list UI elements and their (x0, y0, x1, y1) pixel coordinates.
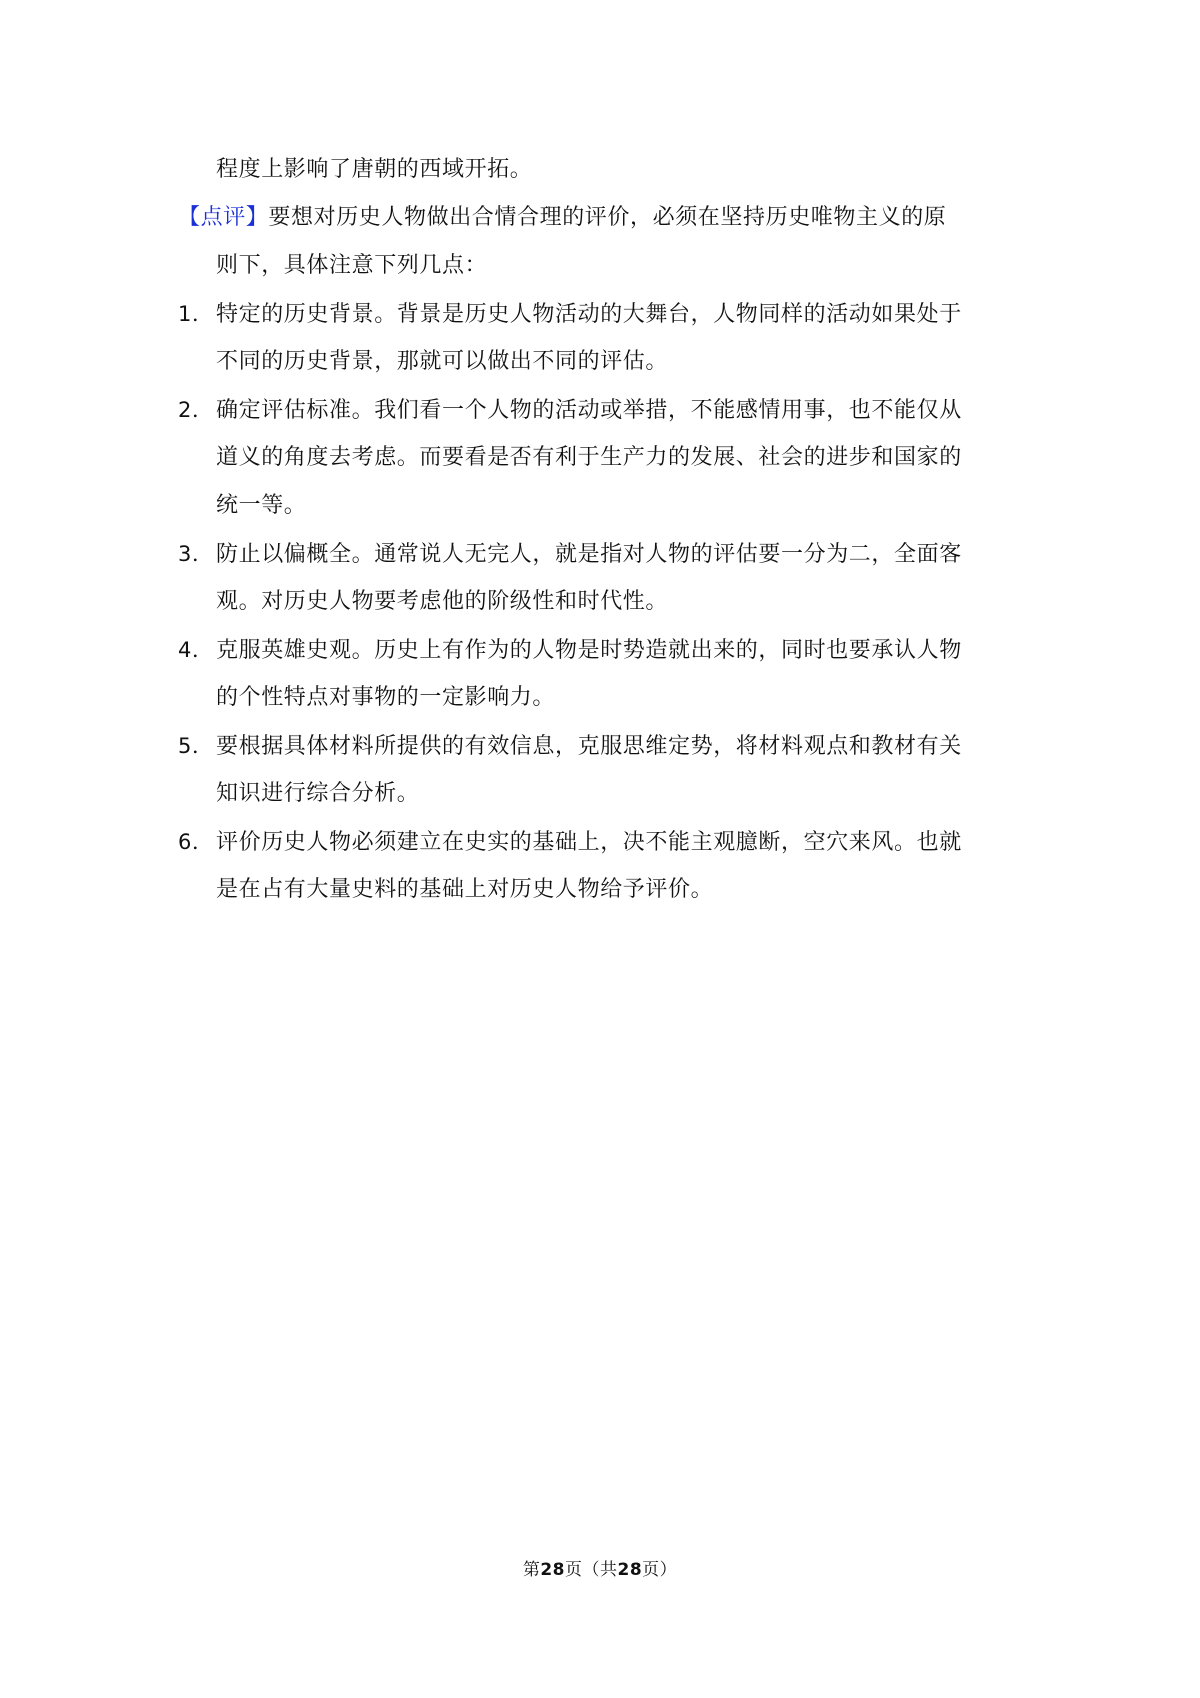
list-item-number: 2． (178, 398, 214, 422)
comment-label: 【点评】 (178, 205, 269, 230)
list-item-number: 6． (178, 830, 214, 854)
list-item-text: 防止以偏概全。通常说人无完人，就是指对人物的评估要一分为二，全面客 (216, 542, 962, 567)
list-item (178, 722, 1028, 770)
list-item-continuation: 的个性特点对事物的一定影响力。 (216, 685, 556, 710)
footer-page-number: 28 (540, 1560, 565, 1580)
list-item-text: 特定的历史背景。背景是历史人物活动的大舞台，人物同样的活动如果处于 (216, 302, 962, 327)
footer-total-pages: 28 (617, 1560, 643, 1580)
footer-suffix: 页） (642, 1560, 678, 1580)
comment-paragraph (178, 194, 1028, 242)
footer-mid: 页（共 (565, 1560, 618, 1580)
list-item (178, 530, 1028, 578)
list-item-number: 3． (178, 542, 214, 566)
list-item-text: 要根据具体材料所提供的有效信息，克服思维定势，将材料观点和教材有关 (216, 734, 962, 759)
page-footer (0, 1555, 1200, 1580)
page-content (178, 146, 1028, 914)
list-item-text: 评价历史人物必须建立在史实的基础上，决不能主观臆断，空穴来风。也就 (216, 830, 962, 855)
list-item-text: 确定评估标准。我们看一个人物的活动或举措，不能感情用事，也不能仅从 (216, 398, 962, 423)
list-item-continuation: 不同的历史背景，那就可以做出不同的评估。 (216, 349, 669, 374)
list-item (178, 290, 1028, 338)
list-item-continuation: 观。对历史人物要考虑他的阶级性和时代性。 (216, 589, 669, 614)
list-item-continuation: 知识进行综合分析。 (216, 781, 420, 806)
list-item-continuation: 道义的角度去考虑。而要看是否有利于生产力的发展、社会的进步和国家的 (216, 445, 962, 470)
list-item-number: 5． (178, 734, 214, 758)
comment-text-line2: 则下，具体注意下列几点： (216, 253, 488, 278)
list-item-continuation: 是在占有大量史料的基础上对历史人物给予评价。 (216, 877, 714, 902)
list-item-number: 1． (178, 302, 214, 326)
footer-prefix: 第 (522, 1560, 541, 1580)
list-item (178, 386, 1028, 434)
comment-text-line1: 要想对历史人物做出合情合理的评价，必须在坚持历史唯物主义的原 (268, 205, 947, 230)
list-item (178, 818, 1028, 866)
opening-line: 程度上影响了唐朝的西域开拓。 (216, 157, 533, 182)
list-item-continuation: 统一等。 (216, 493, 307, 518)
list-item (178, 626, 1028, 674)
list-item-number: 4． (178, 638, 214, 662)
list-item-text: 克服英雄史观。历史上有作为的人物是时势造就出来的，同时也要承认人物 (216, 638, 962, 663)
